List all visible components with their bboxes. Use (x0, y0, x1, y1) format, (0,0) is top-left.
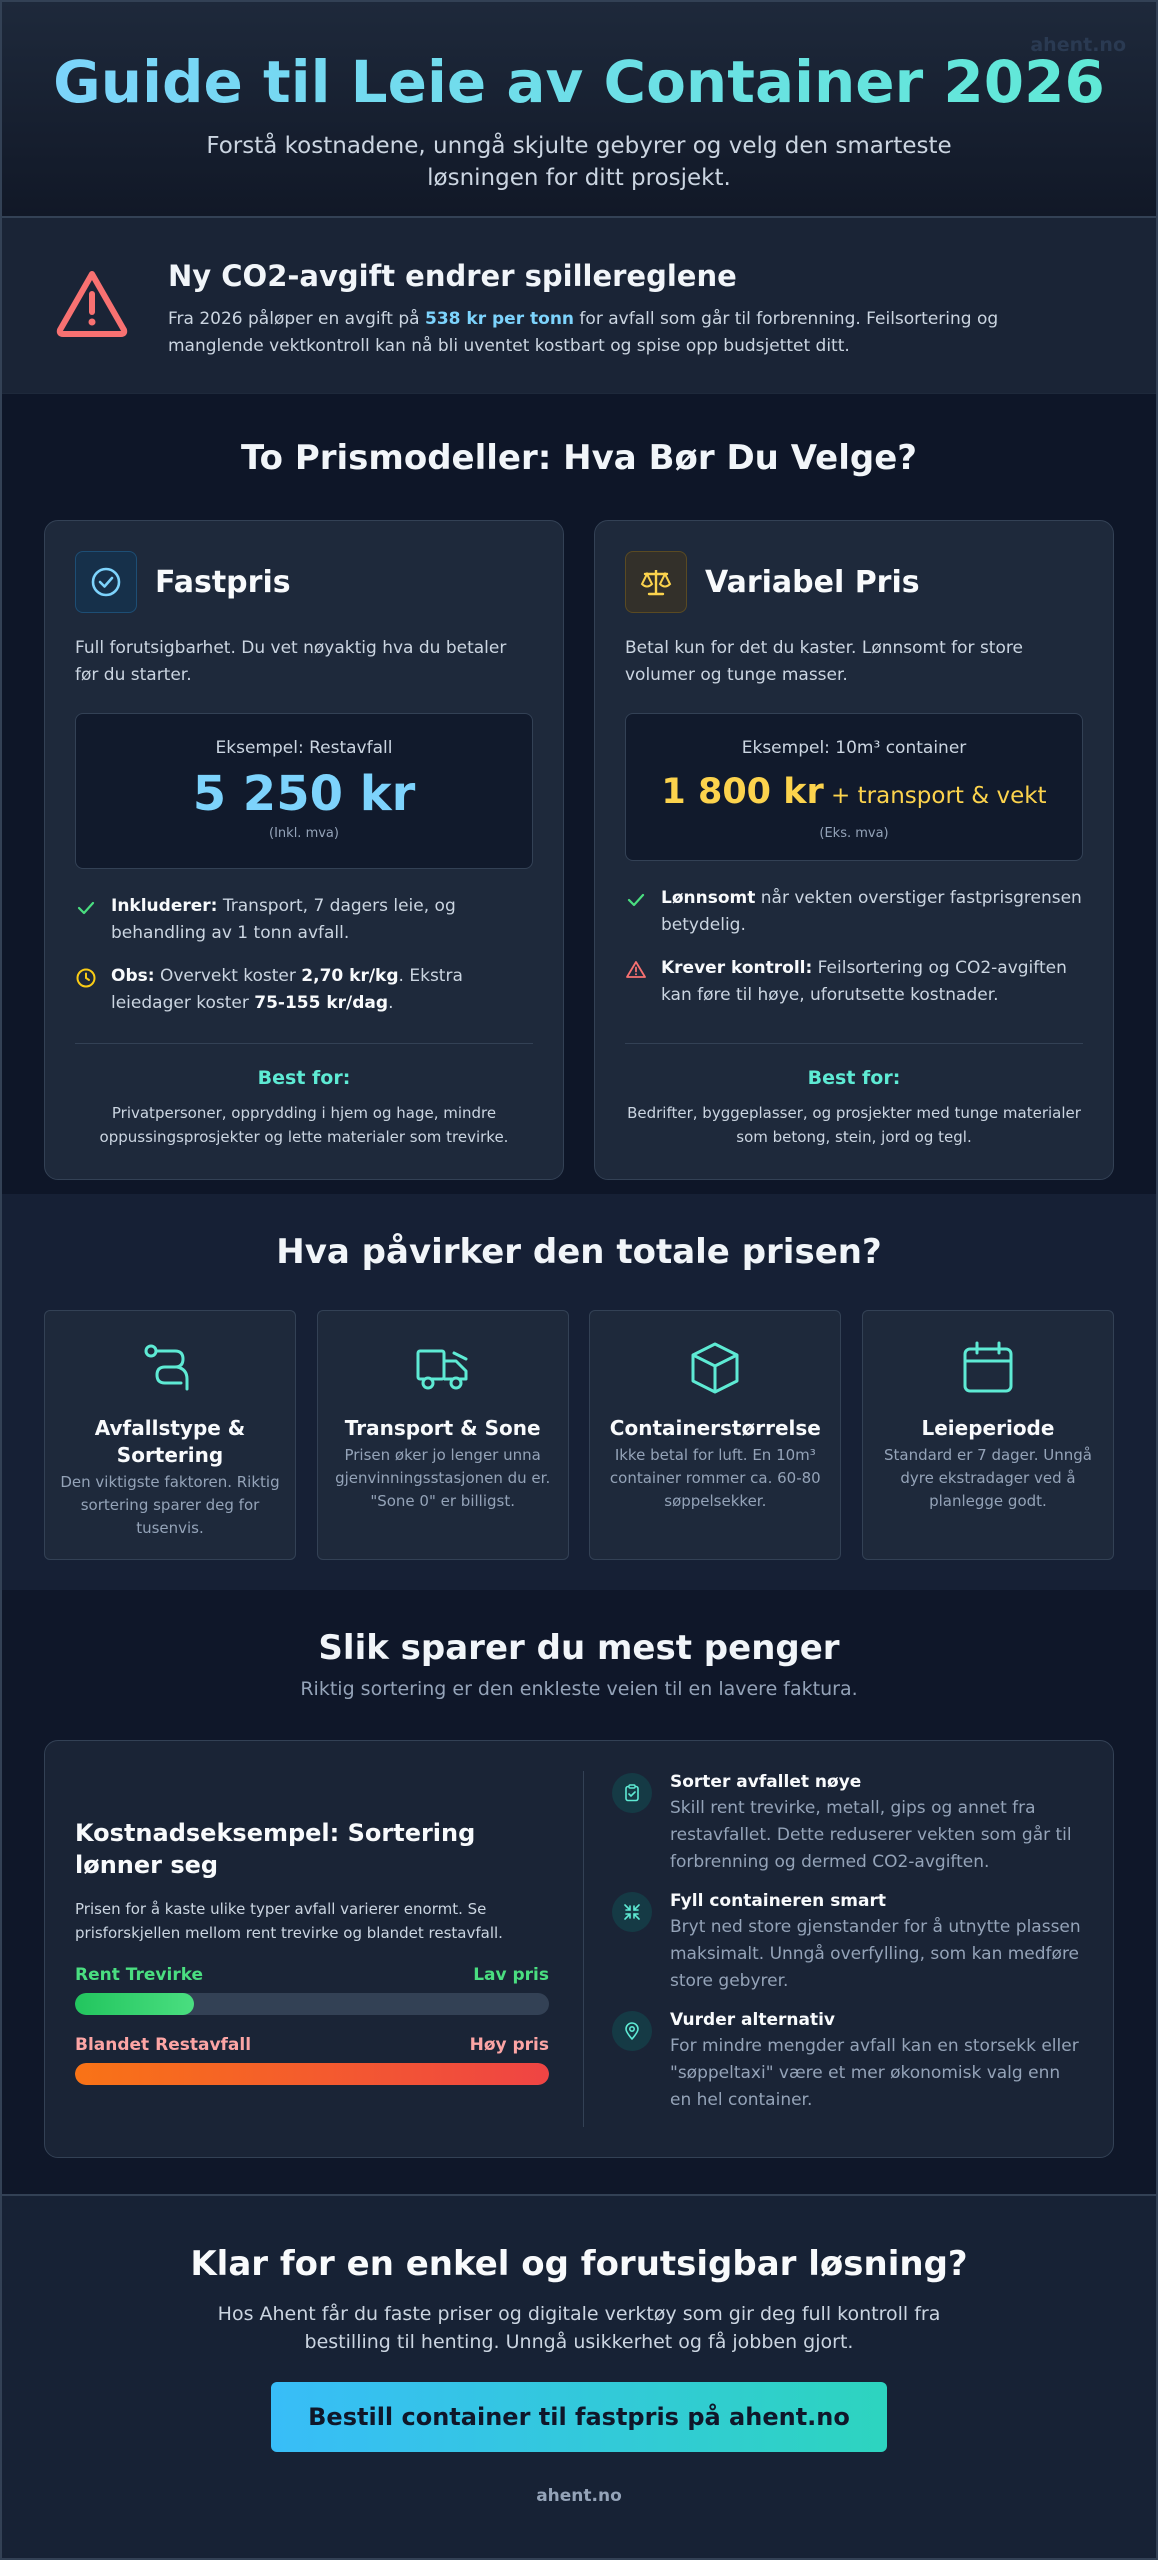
price-bar-mixed (75, 2063, 549, 2085)
pricing-models-title: To Prismodeller: Hva Bør Du Velge? (240, 438, 918, 478)
tip-text: Bryt ned store gjenstander for å utnytte plassen maksimalt. Unngå overfylling, som kan medføre store gebyrer. (670, 1917, 1081, 1991)
price-factors-section (2, 1194, 1156, 1590)
warning-triangle-icon (52, 264, 132, 344)
tip-text: For mindre mengder avfall kan en storsekk eller "søppeltaxi" være et mer økonomisk valg enn en hel container. (670, 2036, 1079, 2110)
fixed-price-bullets (75, 893, 533, 1017)
truck-icon (414, 1339, 472, 1397)
example-label: Eksempel: Restavfall (215, 738, 393, 758)
saving-section (2, 1590, 1156, 2194)
bullet-control-text (661, 955, 1083, 1009)
factor-container-size (589, 1310, 841, 1560)
co2-fee-amount: 538 kr per tonn (425, 309, 575, 329)
vertical-divider (583, 1771, 584, 2127)
bullet-note-body-3: . (388, 993, 394, 1013)
cost-example-title: Kostnadseksempel: Sortering lønner seg (75, 1819, 476, 1879)
price-factors-grid (2, 1310, 1156, 1560)
example-note: (Inkl. mva) (269, 826, 339, 841)
example-label: Eksempel: 10m³ container (741, 738, 967, 758)
page-subtitle: Forstå kostnadene, unngå skjulte gebyrer og velg den smarteste løsningen for ditt prosjekt. (206, 133, 952, 191)
bar-label: Blandet Restavfall (75, 2035, 252, 2055)
header (2, 2, 1156, 218)
variable-price-desc: Betal kun for det du kaster. Lønnsomt for store volumer og tunge masser. (625, 638, 1023, 685)
tip-title: Fyll containeren smart (670, 1891, 887, 1911)
variable-price-example (625, 713, 1083, 861)
best-for-text: Privatpersoner, opprydding i hjem og hage, mindre oppussingsprosjekter og lette materialer som trevirke. (99, 1104, 509, 1146)
saving-title: Slik sparer du mest penger (318, 1628, 840, 1668)
tip-body (670, 1890, 1083, 1995)
variable-price-header (625, 551, 1083, 613)
price-bar-fill (75, 1993, 194, 2015)
cta-title: Klar for en enkel og forutsigbar løsning? (190, 2244, 968, 2284)
footer-brand: ahent.no (536, 2486, 622, 2506)
bar-label: Rent Trevirke (75, 1965, 204, 1985)
variable-best-for (625, 1067, 1083, 1149)
co2-alert (2, 218, 1156, 394)
factor-text: Standard er 7 dager. Unngå dyre ekstradager ved å planlegge godt. (883, 1446, 1092, 1510)
cta-section (2, 2194, 1156, 2558)
factor-text: Den viktigste faktoren. Riktig sortering sparer deg for tusenvis. (60, 1473, 280, 1537)
saving-card (44, 1740, 1114, 2158)
example-price-row (636, 768, 1072, 820)
factor-text: Ikke betal for luft. En 10m³ container rommer ca. 60-80 søppelsekker. (609, 1446, 821, 1510)
card-divider (75, 1043, 533, 1044)
order-container-button[interactable]: Bestill container til fastpris på ahent.no (271, 2382, 887, 2452)
example-note: (Eks. mva) (819, 826, 889, 841)
saving-subtitle: Riktig sortering er den enkleste veien til en lavere faktura. (300, 1678, 858, 1700)
example-price: 5 250 kr (192, 766, 416, 822)
bullet-profitable-bold: Lønnsomt (661, 888, 756, 908)
check-badge-icon (75, 551, 137, 613)
fixed-price-card (44, 520, 564, 1180)
scale-icon (625, 551, 687, 613)
alert-text-start: Fra 2026 påløper en avgift på (168, 309, 425, 329)
fixed-price-header (75, 551, 533, 613)
factor-title: Leieperiode (921, 1416, 1055, 1440)
clock-icon (75, 967, 97, 989)
check-icon (75, 897, 97, 919)
example-price: 1 800 kr (661, 772, 824, 812)
cost-example (75, 1771, 549, 2157)
clipboard-check-icon (612, 1773, 652, 1813)
best-for-label: Best for: (257, 1067, 351, 1089)
bar-value-label: Lav pris (473, 1965, 549, 1985)
tip-body (670, 1771, 1083, 1876)
saving-tips (612, 1771, 1083, 2157)
alert-text-end: for avfall som går til forbrenning. Feilsortering og manglende vektkontroll kan nå bli uventet kostbart og spise opp budsjettet ditt. (168, 309, 999, 356)
page-title: Guide til Leie av Container 2026 (2, 2, 1156, 120)
bullet-profitable (625, 885, 1083, 939)
tip-text: Skill rent trevirke, metall, gips og annet fra restavfallet. Dette reduserer vekten som går til forbrenning og dermed CO2-avgiften. (670, 1798, 1072, 1872)
best-for-text: Bedrifter, byggeplasser, og prosjekter med tunge materialer som betong, stein, jord og tegl. (627, 1104, 1081, 1146)
factor-title: Transport & Sone (344, 1416, 541, 1440)
fixed-price-title: Fastpris (155, 564, 291, 600)
warning-icon (625, 959, 647, 981)
fixed-best-for (75, 1067, 533, 1149)
tip-alternative (612, 2009, 1083, 2114)
factor-rental-period (862, 1310, 1114, 1560)
compress-icon (612, 1892, 652, 1932)
example-extra: + transport & vekt (823, 783, 1047, 809)
tip-fill (612, 1890, 1083, 1995)
price-bar-wood (75, 1993, 549, 2015)
bullet-profitable-text (661, 885, 1083, 939)
overweight-fee: 2,70 kr/kg (301, 966, 399, 986)
bullet-includes (75, 893, 533, 947)
bar-header-mixed (75, 2035, 549, 2055)
bullet-note-body-2: . Ekstra leiedager koster (111, 966, 463, 1013)
alert-text (168, 306, 1068, 360)
watermark: ahent.no (1030, 34, 1126, 56)
cta-text: Hos Ahent får du faste priser og digitale verktøy som gir deg full kontroll fra bestilling til henting. Unngå usikkerhet og få jobben gjort. (217, 2303, 941, 2353)
cost-example-text: Prisen for å kaste ulike typer avfall varierer enormt. Se prisforskjellen mellom rent trevirke og blandet restavfall. (75, 1900, 503, 1942)
bar-value-label: Høy pris (469, 2035, 549, 2055)
factor-transport (317, 1310, 569, 1560)
bar-header-wood (75, 1965, 549, 1985)
variable-price-title: Variabel Pris (705, 564, 920, 600)
bullet-note-body-1: Overvekt koster (154, 966, 302, 986)
variable-price-card (594, 520, 1114, 1180)
factor-text: Prisen øker jo lenger unna gjenvinningsstasjonen du er. "Sone 0" er billigst. (335, 1446, 551, 1510)
box-icon (686, 1339, 744, 1397)
tip-title: Sorter avfallet nøye (670, 1772, 862, 1792)
fixed-price-desc: Full forutsigbarhet. Du vet nøyaktig hva du betaler før du starter. (75, 638, 507, 685)
card-divider (625, 1043, 1083, 1044)
bullet-profitable-body: når vekten overstiger fastprisgrensen betydelig. (661, 888, 1082, 935)
bullet-includes-bold: Inkluderer: (111, 896, 218, 916)
calendar-icon (959, 1339, 1017, 1397)
best-for-label: Best for: (807, 1067, 901, 1089)
bullet-control-bold: Krever kontroll: (661, 958, 813, 978)
variable-price-bullets (625, 885, 1083, 1009)
factor-title: Containerstørrelse (609, 1416, 821, 1440)
alert-body (168, 258, 1068, 393)
extra-day-fee: 75-155 kr/dag (254, 993, 389, 1013)
bullet-includes-body: Transport, 7 dagers leie, og behandling av 1 tonn avfall. (111, 896, 456, 943)
factor-title: Avfallstype & Sortering (94, 1416, 246, 1467)
bullet-note-bold: Obs: (111, 966, 155, 986)
price-bar-fill (75, 2063, 549, 2085)
fixed-price-example (75, 713, 533, 869)
route-icon (141, 1339, 199, 1397)
price-factors-title: Hva påvirker den totale prisen? (276, 1232, 882, 1272)
bullet-control (625, 955, 1083, 1009)
alert-title: Ny CO2-avgift endrer spillereglene (168, 259, 737, 293)
factor-waste-type (44, 1310, 296, 1560)
pricing-cards (2, 520, 1156, 1180)
tip-body (670, 2009, 1083, 2114)
bullet-note-text (111, 963, 533, 1017)
tip-title: Vurder alternativ (670, 2010, 835, 2030)
bullet-includes-text (111, 893, 533, 947)
tip-sort (612, 1771, 1083, 1876)
bullet-note (75, 963, 533, 1017)
pricing-models-section (2, 394, 1156, 1194)
location-pin-icon (612, 2011, 652, 2051)
bullet-control-body: Feilsortering og CO2-avgiften kan føre til høye, uforutsette kostnader. (661, 958, 1067, 1005)
check-icon (625, 889, 647, 911)
